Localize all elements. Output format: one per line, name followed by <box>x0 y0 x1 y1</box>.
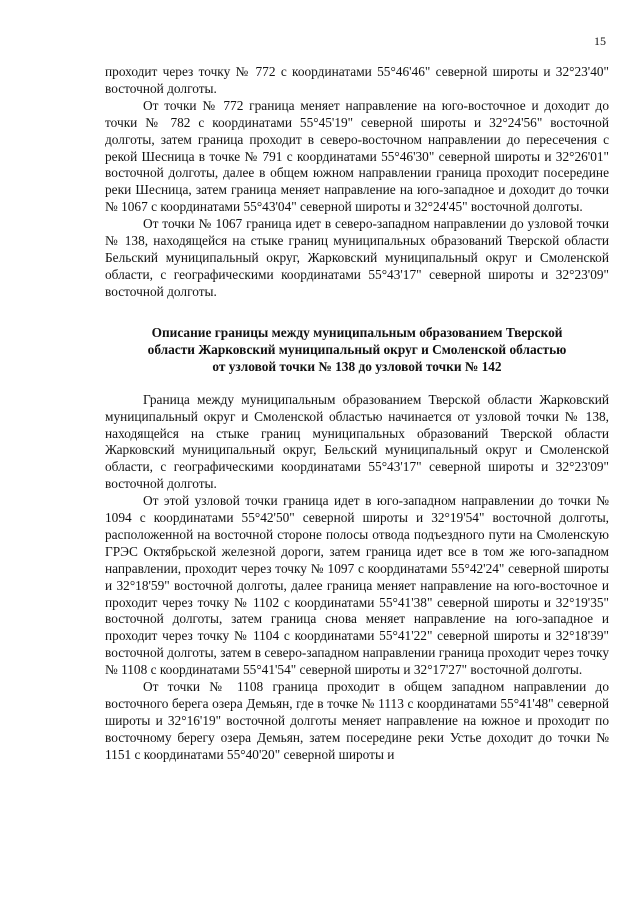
paragraph-point-772: От точки № 772 граница меняет направление на юго-восточное и доходит до точки № 782 с координатами 55°45'19" северной широты и 32°24'56" восточной долготы, затем граница проходит в северо-восточном направлении до пересечения с рекой Шесница в точке № 791 с координатами 55°46'30" северной широты и 32°26'01" восточной долготы, далее в общем южном направлении граница проходит посередине реки Шесница, затем граница меняет направление на юго-западное и доходит до точки № 1067 с координатами 55°43'04" северной широты и 32°24'45" восточной долготы. <box>105 97 609 215</box>
paragraph-boundary-start: Граница между муниципальным образованием Тверской области Жарковский муниципальный округ и Смоленской областью начинается от узловой точки № 138, находящейся на стыке границ муниципальных образований Тверской области Жарковский муниципальный округ, Бельский муниципальный округ и Смоленской области, с географическими координатами 55°43'17" северной широты и 32°23'09" восточной долготы. <box>105 391 609 492</box>
section-heading-line-2: области Жарковский муниципальный округ и Смоленской областью <box>147 341 567 357</box>
section-heading-line-3: от узловой точки № 138 до узловой точки № 142 <box>212 358 502 374</box>
document-body <box>105 64 609 764</box>
paragraph-continuation: проходит через точку № 772 с координатами 55°46'46" северной широты и 32°23'40" восточной долготы. <box>105 64 609 96</box>
section-heading-line-1: Описание границы между муниципальным образованием Тверской <box>151 324 563 340</box>
section-heading <box>105 324 609 375</box>
paragraph-point-1108: От точки № 1108 граница проходит в общем западном направлении до восточного берега озера Демьян, где в точке № 1113 с координатами 55°41'48" северной широты и 32°16'19" восточной долготы меняет направление на южное и проходит по восточному берегу озера Демьян, затем посередине реки Устье доходит до точки № 1151 с координатами 55°40'20" северной широты и <box>105 679 609 762</box>
paragraph-southwest-route: От этой узловой точки граница идет в юго-западном направлении до точки № 1094 с координатами 55°42'50" северной широты и 32°19'54" восточной долготы, расположенной на восточной стороне полосы отвода подъездного пути на Смоленскую ГРЭС Октябрьской железной дороги, затем граница идет все в том же юго-западном направлении, проходит через точку № 1097 с координатами 55°42'24" северной широты и 32°18'59" восточной долготы, далее граница меняет направление на юго-восточное и проходит через точку № 1102 с координатами 55°41'38" северной широты и 32°19'35" восточной долготы, затем граница снова меняет направление на юго-западное и проходит через точку № 1104 с координатами 55°41'22" северной широты и 32°18'39" восточной долготы, затем в северо-западном направлении граница проходит через точку № 1108 с координатами 55°41'54" северной широты и 32°17'27" восточной долготы. <box>105 493 609 678</box>
page-number: 15 <box>594 34 606 48</box>
paragraph-point-1067: От точки № 1067 граница идет в северо-западном направлении до узловой точки № 138, находящейся на стыке границ муниципальных образований Тверской области Бельский муниципальный округ, Жарковский муниципальный округ и Смоленской области, с географическими координатами 55°43'17" северной широты и 32°23'09" восточной долготы. <box>105 216 609 299</box>
